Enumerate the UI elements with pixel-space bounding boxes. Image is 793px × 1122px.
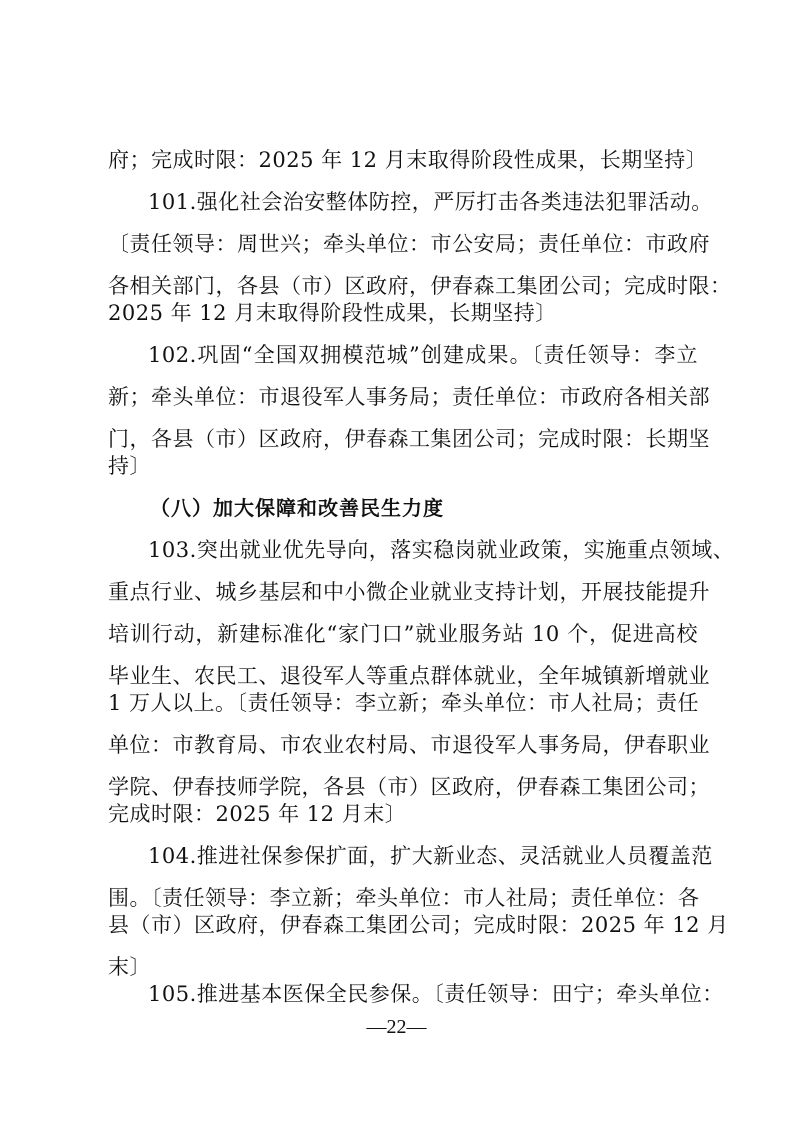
paragraph-line: 101.强化社会治安整体防控，严厉打击各类违法犯罪活动。	[148, 190, 713, 214]
section-heading: （八）加大保障和改善民生力度	[150, 496, 444, 520]
paragraph-line: 新；牵头单位：市退役军人事务局；责任单位：市政府各相关部	[108, 385, 710, 409]
paragraph-line: 103.突出就业优先导向，落实稳岗就业政策，实施重点领域、	[148, 538, 735, 562]
paragraph-line: 完成时限：2025 年 12 月末〕	[108, 802, 407, 826]
paragraph-line: 末〕	[108, 955, 151, 979]
paragraph-line: 102.巩固“全国双拥模范城”创建成果。〔责任领导：李立	[148, 343, 698, 367]
page-number: —22—	[366, 1016, 427, 1038]
paragraph-line: 学院、伊春技师学院，各县（市）区政府，伊春森工集团公司；	[108, 775, 710, 799]
paragraph-line: 围。〔责任领导：李立新；牵头单位：市人社局；责任单位：各	[108, 886, 700, 910]
paragraph-line: 105.推进基本医保全民参保。〔责任领导：田宁；牵头单位：	[148, 982, 724, 1006]
paragraph-line: 〔责任领导：周世兴；牵头单位：市公安局；责任单位：市政府	[108, 232, 710, 256]
paragraph-line: 1 万人以上。〔责任领导：李立新；牵头单位：市人社局；责任	[108, 691, 700, 715]
paragraph-line: 毕业生、农民工、退役军人等重点群体就业，全年城镇新增就业	[108, 664, 710, 688]
paragraph-line: 府；完成时限：2025 年 12 月末取得阶段性成果，长期坚持〕	[108, 148, 708, 172]
paragraph-line: 门，各县（市）区政府，伊春森工集团公司；完成时限：长期坚	[108, 427, 710, 451]
paragraph-line: 单位：市教育局、市农业农村局、市退役军人事务局，伊春职业	[108, 733, 710, 757]
paragraph-line: 培训行动，新建标准化“家门口”就业服务站 10 个，促进高校	[108, 622, 698, 646]
paragraph-line: 2025 年 12 月末取得阶段性成果，长期坚持〕	[108, 301, 557, 325]
paragraph-line: 各相关部门，各县（市）区政府，伊春森工集团公司；完成时限：	[108, 274, 732, 298]
paragraph-line: 104.推进社保参保扩面，扩大新业态、灵活就业人员覆盖范	[148, 844, 713, 868]
paragraph-line: 重点行业、城乡基层和中小微企业就业支持计划，开展技能提升	[108, 580, 710, 604]
paragraph-line: 持〕	[108, 454, 151, 478]
paragraph-line: 县（市）区政府，伊春森工集团公司；完成时限：2025 年 12 月	[108, 913, 729, 937]
